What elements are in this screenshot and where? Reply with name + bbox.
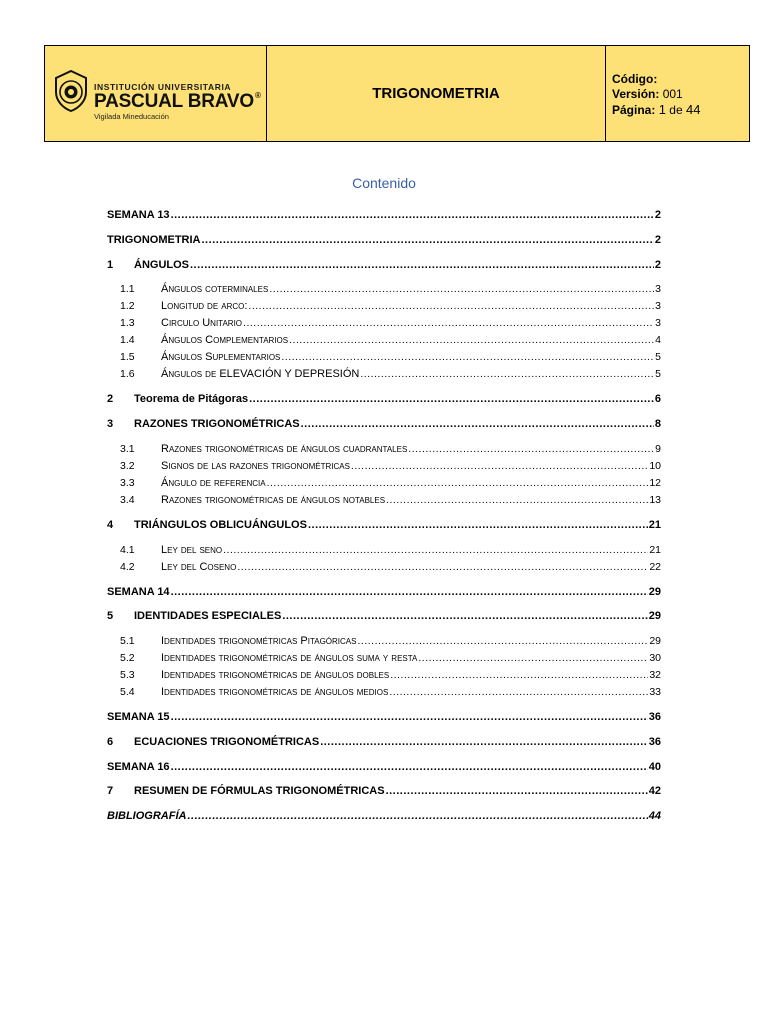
toc-entry-page: 21 bbox=[648, 519, 661, 531]
toc-entry-number: 5.3 bbox=[120, 669, 135, 681]
toc-subentry[interactable] bbox=[120, 368, 661, 380]
toc-entry[interactable] bbox=[107, 519, 661, 531]
toc-entry-page: 10 bbox=[649, 460, 661, 472]
toc-entry[interactable] bbox=[107, 234, 661, 246]
toc-entry[interactable] bbox=[107, 711, 661, 723]
institution-name-text: PASCUAL BRAVO bbox=[94, 91, 254, 112]
codigo-line bbox=[612, 72, 749, 87]
toc-leader bbox=[386, 785, 648, 797]
toc-entry-number: 3.3 bbox=[120, 477, 135, 489]
toc-leader bbox=[282, 610, 647, 622]
toc-entry-page: 2 bbox=[654, 234, 661, 246]
toc-entry-number: 1.1 bbox=[120, 283, 135, 295]
version-line bbox=[612, 87, 749, 102]
document-header bbox=[44, 45, 750, 142]
toc-leader bbox=[390, 669, 648, 681]
toc-entry-page: 5 bbox=[655, 368, 661, 380]
institution-name bbox=[94, 91, 261, 113]
toc-entry-text: Ángulo de referencia bbox=[161, 477, 266, 489]
toc-entry-page: 33 bbox=[649, 686, 661, 698]
toc-entry-text: Ley del seno bbox=[161, 544, 223, 556]
toc-entry-page: 21 bbox=[649, 544, 661, 556]
toc-entry-text: Identidades trigonométricas de ángulos dobles bbox=[161, 669, 390, 681]
toc-leader bbox=[190, 259, 654, 271]
toc-entry-text: ÁNGULOS bbox=[134, 259, 189, 271]
toc-entry-text: RAZONES TRIGONOMÉTRICAS bbox=[134, 418, 300, 430]
toc-entry-number: 5 bbox=[107, 610, 114, 622]
toc-subentry[interactable] bbox=[120, 561, 661, 573]
document-title: TRIGONOMETRIA bbox=[267, 46, 606, 141]
version-label: Versión: bbox=[612, 87, 660, 101]
pagina-of: de bbox=[669, 103, 683, 117]
toc-leader bbox=[243, 317, 654, 329]
toc-entry-text: Identidades trigonométricas Pitagóricas bbox=[161, 635, 357, 647]
toc-entry[interactable] bbox=[107, 259, 661, 271]
toc-entry-number: 3 bbox=[107, 418, 114, 430]
toc-entry-page: 22 bbox=[649, 561, 661, 573]
toc-entry-text: Ángulos Suplementarios bbox=[161, 351, 281, 363]
toc-entry-number: 6 bbox=[107, 736, 114, 748]
toc-entry-page: 44 bbox=[648, 810, 661, 822]
toc-leader bbox=[320, 736, 648, 748]
pagina-value: 1 bbox=[658, 102, 666, 117]
toc-entry-number: 1.6 bbox=[120, 368, 135, 380]
toc-entry-page: 4 bbox=[655, 334, 661, 346]
toc-subentry[interactable] bbox=[120, 635, 661, 647]
institution-subtitle: Vigilada Mineducación bbox=[94, 112, 169, 121]
toc-entry-page: 5 bbox=[655, 351, 661, 363]
toc-leader bbox=[408, 443, 654, 455]
toc-subentry[interactable] bbox=[120, 334, 661, 346]
toc-entry-text: Signos de las razones trigonométricas bbox=[161, 460, 350, 472]
toc-entry-text: SEMANA 16 bbox=[107, 761, 170, 773]
toc-leader bbox=[386, 494, 648, 506]
pagina-total: 44 bbox=[685, 102, 701, 117]
toc-leader bbox=[171, 761, 648, 773]
toc-entry-number: 1.4 bbox=[120, 334, 135, 346]
toc-leader bbox=[202, 234, 654, 246]
toc-leader bbox=[281, 351, 654, 363]
toc-entry[interactable] bbox=[107, 393, 661, 405]
toc-entry-number: 7 bbox=[107, 785, 114, 797]
toc-entry-number: 2 bbox=[107, 393, 114, 405]
toc-entry-text: IDENTIDADES ESPECIALES bbox=[134, 610, 282, 622]
toc-entry-text: SEMANA 15 bbox=[107, 711, 170, 723]
toc-entry-number: 1.5 bbox=[120, 351, 135, 363]
document-meta bbox=[606, 46, 749, 141]
toc-subentry[interactable] bbox=[120, 317, 661, 329]
toc-entry[interactable] bbox=[107, 209, 661, 221]
toc-entry-number: 4.1 bbox=[120, 544, 135, 556]
logo-cell bbox=[45, 46, 267, 141]
toc-entry-page: 2 bbox=[654, 209, 661, 221]
toc-leader bbox=[171, 586, 648, 598]
toc-entry-page: 29 bbox=[649, 635, 661, 647]
toc-leader bbox=[249, 393, 654, 405]
toc-entry-text: RESUMEN DE FÓRMULAS TRIGONOMÉTRICAS bbox=[134, 785, 385, 797]
toc-entry-text: Ángulos de ELEVACIÓN Y DEPRESIÓN bbox=[161, 368, 360, 380]
toc-entry-page: 3 bbox=[655, 300, 661, 312]
toc-leader bbox=[289, 334, 654, 346]
toc-entry-number: 3.1 bbox=[120, 443, 135, 455]
toc-entry-page: 8 bbox=[654, 418, 661, 430]
toc-entry-page: 30 bbox=[649, 652, 661, 664]
toc-entry-number: 5.1 bbox=[120, 635, 135, 647]
toc-entry[interactable] bbox=[107, 586, 661, 598]
toc-entry-text: Circulo Unitario bbox=[161, 317, 243, 329]
toc-entry-text: Identidades trigonométricas de ángulos suma y resta bbox=[161, 652, 418, 664]
version-value: 001 bbox=[662, 87, 683, 101]
toc-entry-number: 4.2 bbox=[120, 561, 135, 573]
toc-leader bbox=[351, 460, 648, 472]
institution-top-label: INSTITUCIÓN UNIVERSITARIA bbox=[94, 82, 232, 92]
toc-subentry[interactable] bbox=[120, 686, 661, 698]
toc-entry[interactable] bbox=[107, 418, 661, 430]
toc-leader bbox=[248, 300, 654, 312]
toc-entry-text: BIBLIOGRAFÍA bbox=[107, 810, 187, 822]
toc-entry[interactable] bbox=[107, 610, 661, 622]
toc-entry-page: 12 bbox=[649, 477, 661, 489]
toc-subentry[interactable] bbox=[120, 460, 661, 472]
toc-entry-number: 5.4 bbox=[120, 686, 135, 698]
toc-entry-page: 2 bbox=[654, 259, 661, 271]
toc-subentry[interactable] bbox=[120, 351, 661, 363]
toc-entry-page: 42 bbox=[648, 785, 661, 797]
toc-subentry[interactable] bbox=[120, 300, 661, 312]
toc-entry-page: 29 bbox=[648, 586, 661, 598]
toc-subentry[interactable] bbox=[120, 283, 661, 295]
institution-seal-icon bbox=[53, 70, 89, 112]
toc-subentry[interactable] bbox=[120, 652, 661, 664]
toc-entry-page: 32 bbox=[649, 669, 661, 681]
toc-leader bbox=[267, 477, 649, 489]
toc-entry[interactable] bbox=[107, 810, 661, 822]
toc-leader bbox=[269, 283, 654, 295]
toc-entry-page: 36 bbox=[648, 736, 661, 748]
toc-entry-page: 29 bbox=[648, 610, 661, 622]
toc-entry-page: 36 bbox=[648, 711, 661, 723]
toc-entry-text: Ley del Coseno bbox=[161, 561, 237, 573]
toc-subentry[interactable] bbox=[120, 544, 661, 556]
toc-entry-page: 3 bbox=[655, 317, 661, 329]
toc-entry-text: ECUACIONES TRIGONOMÉTRICAS bbox=[134, 736, 320, 748]
toc-entry-page: 3 bbox=[655, 283, 661, 295]
toc-leader bbox=[418, 652, 648, 664]
toc-entry[interactable] bbox=[107, 736, 661, 748]
toc-entry-page: 13 bbox=[649, 494, 661, 506]
toc-leader bbox=[171, 711, 648, 723]
toc-entry-text: Teorema de Pitágoras bbox=[134, 393, 249, 405]
toc-title: Contenido bbox=[352, 175, 416, 191]
toc-leader bbox=[171, 209, 654, 221]
toc-subentry[interactable] bbox=[120, 669, 661, 681]
pagina-line bbox=[612, 102, 749, 118]
toc-leader bbox=[187, 810, 647, 822]
toc-entry-text: Ángulos Complementarios bbox=[161, 334, 289, 346]
toc-entry-page: 9 bbox=[655, 443, 661, 455]
toc-entry-text: Longitud de arco: bbox=[161, 300, 248, 312]
toc-entry-number: 1.3 bbox=[120, 317, 135, 329]
toc-leader bbox=[301, 418, 654, 430]
toc-entry-number: 4 bbox=[107, 519, 114, 531]
toc-leader bbox=[357, 635, 648, 647]
toc-entry-text: Identidades trigonométricas de ángulos medios bbox=[161, 686, 389, 698]
pagina-label: Página: bbox=[612, 103, 656, 117]
toc-leader bbox=[389, 686, 648, 698]
toc-entry-text: SEMANA 13 bbox=[107, 209, 170, 221]
toc-subentry[interactable] bbox=[120, 443, 661, 455]
toc-entry-text: TRIÁNGULOS OBLICUÁNGULOS bbox=[134, 519, 307, 531]
toc-entry-number: 3.4 bbox=[120, 494, 135, 506]
toc-leader bbox=[223, 544, 648, 556]
toc-entry-text: Razones trigonométricas de ángulos notables bbox=[161, 494, 386, 506]
toc-entry-page: 40 bbox=[648, 761, 661, 773]
toc-entry-text: SEMANA 14 bbox=[107, 586, 170, 598]
toc-entry-text: Razones trigonométricas de ángulos cuadrantales bbox=[161, 443, 408, 455]
toc-leader bbox=[237, 561, 648, 573]
toc-entry[interactable] bbox=[107, 785, 661, 797]
toc-entry-number: 1.2 bbox=[120, 300, 135, 312]
toc-entry-page: 6 bbox=[654, 393, 661, 405]
toc-leader bbox=[308, 519, 648, 531]
toc-entry-number: 3.2 bbox=[120, 460, 135, 472]
toc-entry-text: TRIGONOMETRIA bbox=[107, 234, 201, 246]
toc-entry-number: 1 bbox=[107, 259, 114, 271]
toc-leader bbox=[360, 368, 654, 380]
registered-icon: ® bbox=[254, 91, 261, 100]
codigo-label: Código: bbox=[612, 72, 658, 86]
toc-subentry[interactable] bbox=[120, 494, 661, 506]
toc-subentry[interactable] bbox=[120, 477, 661, 489]
toc-entry[interactable] bbox=[107, 761, 661, 773]
toc-entry-text: Ángulos coterminales bbox=[161, 283, 269, 295]
toc-entry-number: 5.2 bbox=[120, 652, 135, 664]
